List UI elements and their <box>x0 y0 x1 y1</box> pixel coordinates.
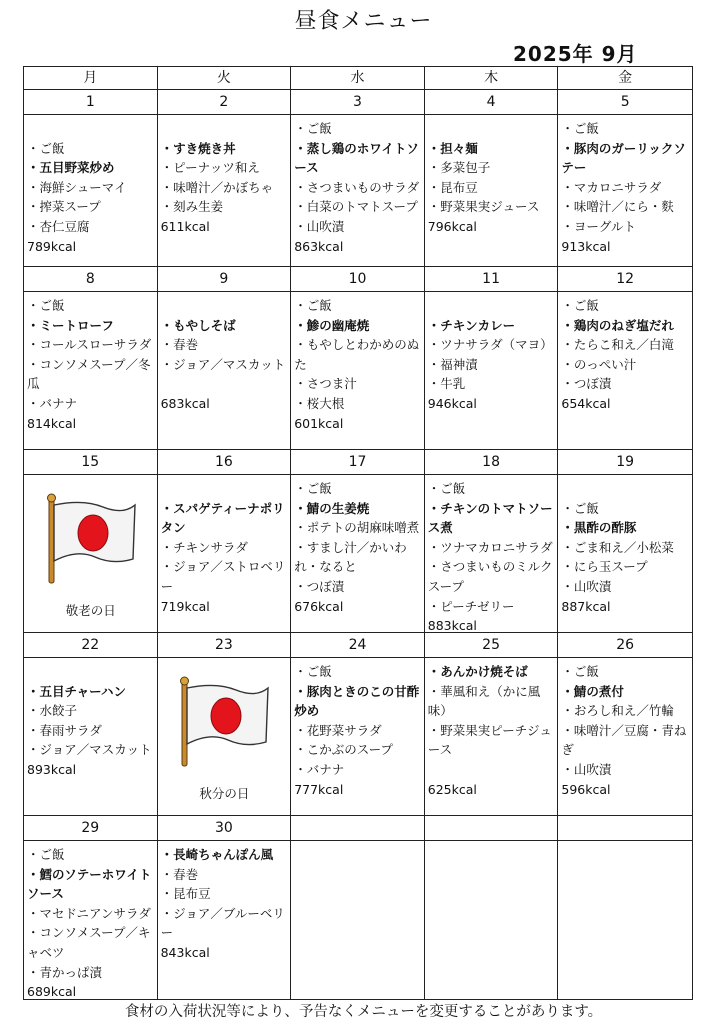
menu-item: ・こかぶのスープ <box>294 742 393 758</box>
calorie-value: 796kcal <box>427 218 477 234</box>
date-row <box>24 267 692 292</box>
menu-item: ・チキンサラダ <box>160 539 248 555</box>
spacer <box>428 119 556 139</box>
menu-calendar <box>23 66 693 1000</box>
menu-item: ・ご飯 <box>561 664 599 679</box>
holiday-cell <box>24 475 158 633</box>
menu-item: ・もやしとわかめのぬた <box>294 337 420 372</box>
date-number: 30 <box>158 816 292 841</box>
menu-item: ・華風和え（かに風味） <box>427 683 541 719</box>
menu-row <box>24 841 692 999</box>
menu-item: ・すまし汁／かいわれ・なると <box>294 539 407 575</box>
calorie-value: 601kcal <box>294 415 344 431</box>
date-number <box>558 816 692 841</box>
menu-item: ・ご飯 <box>294 298 332 313</box>
menu-item: ・にら玉スープ <box>561 559 648 575</box>
menu-item: ・ご飯 <box>294 481 332 496</box>
menu-item: ・つぼ漬 <box>294 578 345 594</box>
main-dish: ・ミートローフ <box>27 317 114 333</box>
menu-item <box>428 760 556 780</box>
menu-item: ・味噌汁／豆腐・青ねぎ <box>561 722 687 758</box>
calorie-value: 654kcal <box>561 395 611 411</box>
menu-item: ・コールスローサラダ <box>27 337 152 353</box>
main-dish: ・スパゲティーナポリタン <box>160 500 285 536</box>
main-dish: ・チキンのトマトソース煮 <box>427 500 553 536</box>
menu-row <box>24 658 692 816</box>
calorie-value: 719kcal <box>160 598 210 614</box>
calorie-value: 777kcal <box>294 781 344 797</box>
calorie-value: 863kcal <box>294 238 344 254</box>
main-dish: ・鯖の煮付 <box>561 683 624 699</box>
weekday-fri: 金 <box>558 67 692 90</box>
menu-item: ・さつまいものミルクスープ <box>427 559 553 594</box>
menu-item: ・ご飯 <box>561 121 599 136</box>
main-dish: ・鱈のソテーホワイトソース <box>27 866 152 902</box>
weekday-thu: 木 <box>425 67 559 90</box>
main-dish: ・黒酢の酢豚 <box>561 520 637 536</box>
menu-cell <box>291 292 425 450</box>
calorie-value: 611kcal <box>160 218 210 234</box>
menu-cell <box>558 115 692 267</box>
date-row <box>24 633 692 658</box>
menu-item: ・山吹漬 <box>561 761 612 777</box>
date-number: 17 <box>291 450 425 475</box>
date-number: 18 <box>425 450 559 475</box>
date-number <box>425 816 559 841</box>
menu-item: ・コンソメスープ／キャベツ <box>27 925 151 960</box>
page-title: 昼食メニュー <box>294 9 433 34</box>
date-number: 29 <box>24 816 158 841</box>
menu-item: ・福神漬 <box>427 356 478 372</box>
date-number: 26 <box>558 633 692 658</box>
calorie-value: 887kcal <box>561 598 611 614</box>
date-number: 5 <box>558 90 692 115</box>
date-row <box>24 90 692 115</box>
menu-cell <box>291 115 425 267</box>
menu-cell <box>24 658 158 816</box>
calorie-value: 946kcal <box>427 395 477 411</box>
calorie-value: 789kcal <box>27 238 77 254</box>
main-dish: ・五目野菜炒め <box>27 160 115 176</box>
date-number: 1 <box>24 90 158 115</box>
menu-item: ・ご飯 <box>27 140 65 156</box>
menu-cell <box>158 841 292 999</box>
main-dish: ・五目チャーハン <box>27 683 127 699</box>
menu-item: ・春雨サラダ <box>27 722 102 738</box>
menu-item: ・味噌汁／にら・麩 <box>561 199 674 215</box>
menu-row <box>24 475 692 633</box>
holiday-name: 敬老の日 <box>65 602 116 618</box>
menu-item: ・桜大根 <box>294 395 345 411</box>
menu-cell <box>291 475 425 633</box>
menu-cell <box>558 475 692 633</box>
menu-item: ・青かっぱ漬 <box>27 964 103 980</box>
calorie-value: 893kcal <box>27 761 77 777</box>
menu-item: ・野菜果実ピーチジュース <box>427 722 552 758</box>
spacer <box>428 296 556 316</box>
menu-item: ・刻み生姜 <box>160 199 224 215</box>
date-number: 24 <box>291 633 425 658</box>
weekday-header-row <box>24 67 692 90</box>
menu-item: ・水餃子 <box>27 703 78 719</box>
spacer <box>161 296 289 316</box>
menu-item: ・ツナマカロニサラダ <box>427 539 553 555</box>
menu-item: ・マセドニアンサラダ <box>27 905 151 921</box>
date-number: 23 <box>158 633 292 658</box>
menu-item: ・のっぺい汁 <box>561 356 637 372</box>
menu-item: ・ジョア／ストロベリー <box>160 559 286 594</box>
calorie-value: 913kcal <box>561 238 611 254</box>
menu-item: ・バナナ <box>294 761 345 777</box>
main-dish: ・あんかけ焼そば <box>427 664 528 679</box>
date-number: 8 <box>24 267 158 292</box>
menu-item: ・ポテトの胡麻味噌煮 <box>294 520 420 536</box>
menu-item: ・海鮮シューマイ <box>27 179 127 195</box>
menu-item: ・白菜のトマトスープ <box>294 199 418 215</box>
menu-cell <box>158 292 292 450</box>
date-number: 12 <box>558 267 692 292</box>
menu-item: ・春巻 <box>160 337 199 353</box>
weekday-mon: 月 <box>24 67 158 90</box>
menu-item: ・さつまいものサラダ <box>294 179 420 195</box>
date-row <box>24 450 692 475</box>
calorie-value: 883kcal <box>427 618 477 633</box>
calorie-value: 683kcal <box>160 395 210 411</box>
menu-item: ・つぼ漬 <box>561 376 612 392</box>
menu-row <box>24 292 692 450</box>
holiday-name: 秋分の日 <box>199 785 250 801</box>
date-number: 10 <box>291 267 425 292</box>
menu-item: ・さつま汁 <box>294 376 357 392</box>
menu-item: ・搾菜スープ <box>27 199 101 215</box>
menu-item: ・ジョア／ブルーベリー <box>160 905 285 941</box>
menu-item: ・野菜果実ジュース <box>427 199 540 215</box>
menu-item: ・ご飯 <box>294 664 332 679</box>
menu-item: ・花野菜サラダ <box>294 722 382 738</box>
date-number <box>291 816 425 841</box>
calorie-value: 689kcal <box>27 984 77 999</box>
main-dish: ・もやしそば <box>160 317 236 333</box>
menu-item: ・ご飯 <box>561 500 599 516</box>
main-dish: ・豚肉ときのこの甘酢炒め <box>294 683 420 719</box>
date-number: 19 <box>558 450 692 475</box>
menu-cell <box>291 658 425 816</box>
month-label: 2025年 9月 <box>513 42 638 66</box>
date-row <box>24 816 692 841</box>
menu-item: ・ピーチゼリー <box>427 598 515 614</box>
calorie-value: 843kcal <box>160 944 210 960</box>
japan-flag-icon <box>176 676 272 768</box>
main-dish: ・長崎ちゃんぽん風 <box>160 847 274 862</box>
menu-item: ・ご飯 <box>561 298 599 313</box>
menu-item: ・マカロニサラダ <box>561 179 662 195</box>
menu-item: ・ごま和え／小松菜 <box>561 539 674 555</box>
spacer <box>561 479 690 499</box>
main-dish: ・豚肉のガーリックソテー <box>561 140 686 176</box>
date-number: 4 <box>425 90 559 115</box>
menu-cell <box>425 475 559 633</box>
date-number: 11 <box>425 267 559 292</box>
menu-item: ・昆布豆 <box>427 179 478 195</box>
weekday-wed: 水 <box>291 67 425 90</box>
menu-cell <box>425 292 559 450</box>
date-number: 25 <box>425 633 559 658</box>
menu-item: ・ツナサラダ（マヨ） <box>427 337 553 353</box>
menu-cell <box>425 658 559 816</box>
main-dish: ・チキンカレー <box>427 317 516 333</box>
menu-item <box>161 374 289 394</box>
date-number: 2 <box>158 90 292 115</box>
menu-item: ・バナナ <box>27 395 78 411</box>
menu-item: ・ご飯 <box>27 298 65 313</box>
menu-item: ・山吹漬 <box>561 578 612 594</box>
menu-item: ・多菜包子 <box>427 160 491 176</box>
menu-item: ・ご飯 <box>27 847 65 862</box>
menu-item: ・ジョア／マスカット <box>27 742 152 758</box>
main-dish: ・すき焼き丼 <box>160 140 236 156</box>
menu-item: ・ヨーグルト <box>561 218 637 234</box>
menu-cell <box>425 841 559 999</box>
menu-item: ・たらこ和え／白滝 <box>561 337 674 353</box>
menu-cell <box>425 115 559 267</box>
menu-cell <box>24 841 158 999</box>
menu-item: ・コンソメスープ／冬瓜 <box>27 356 151 392</box>
menu-row <box>24 115 692 267</box>
calorie-value: 596kcal <box>561 781 611 797</box>
menu-item: ・ご飯 <box>427 481 466 496</box>
menu-item: ・杏仁豆腐 <box>27 218 90 234</box>
date-number: 22 <box>24 633 158 658</box>
spacer <box>27 119 155 139</box>
menu-item: ・味噌汁／かぼちゃ <box>160 179 274 195</box>
date-number: 16 <box>158 450 292 475</box>
menu-item: ・山吹漬 <box>294 218 345 234</box>
weekday-tue: 火 <box>158 67 292 90</box>
spacer <box>161 119 289 139</box>
spacer <box>27 662 155 682</box>
menu-cell <box>158 475 292 633</box>
calorie-value: 625kcal <box>427 781 477 797</box>
menu-cell <box>291 841 425 999</box>
main-dish: ・担々麺 <box>427 140 478 156</box>
menu-item: ・おろし和え／竹輪 <box>561 703 674 719</box>
footer-note: 食材の入荷状況等により、予告なくメニューを変更することがあります。 <box>124 1004 603 1020</box>
main-dish: ・鯖の生姜焼 <box>294 500 370 516</box>
menu-item: ・牛乳 <box>427 376 466 392</box>
date-number: 3 <box>291 90 425 115</box>
menu-item: ・ジョア／マスカット <box>160 356 286 372</box>
spacer <box>161 479 289 499</box>
menu-item: ・ピーナッツ和え <box>160 160 260 176</box>
calorie-value: 814kcal <box>27 415 77 431</box>
menu-cell <box>558 658 692 816</box>
menu-cell <box>558 841 692 999</box>
main-dish: ・蒸し鶏のホワイトソース <box>294 140 419 176</box>
menu-cell <box>24 115 158 267</box>
japan-flag-icon <box>43 493 139 585</box>
menu-cell <box>558 292 692 450</box>
date-number: 15 <box>24 450 158 475</box>
main-dish: ・鶏肉のねぎ塩だれ <box>561 317 674 333</box>
calorie-value: 676kcal <box>294 598 344 614</box>
main-dish: ・鯵の幽庵焼 <box>294 317 370 333</box>
date-number: 9 <box>158 267 292 292</box>
holiday-cell <box>158 658 292 816</box>
menu-item: ・春巻 <box>160 866 199 882</box>
menu-item: ・昆布豆 <box>160 886 211 902</box>
menu-item: ・ご飯 <box>294 121 332 136</box>
menu-cell <box>24 292 158 450</box>
menu-cell <box>158 115 292 267</box>
